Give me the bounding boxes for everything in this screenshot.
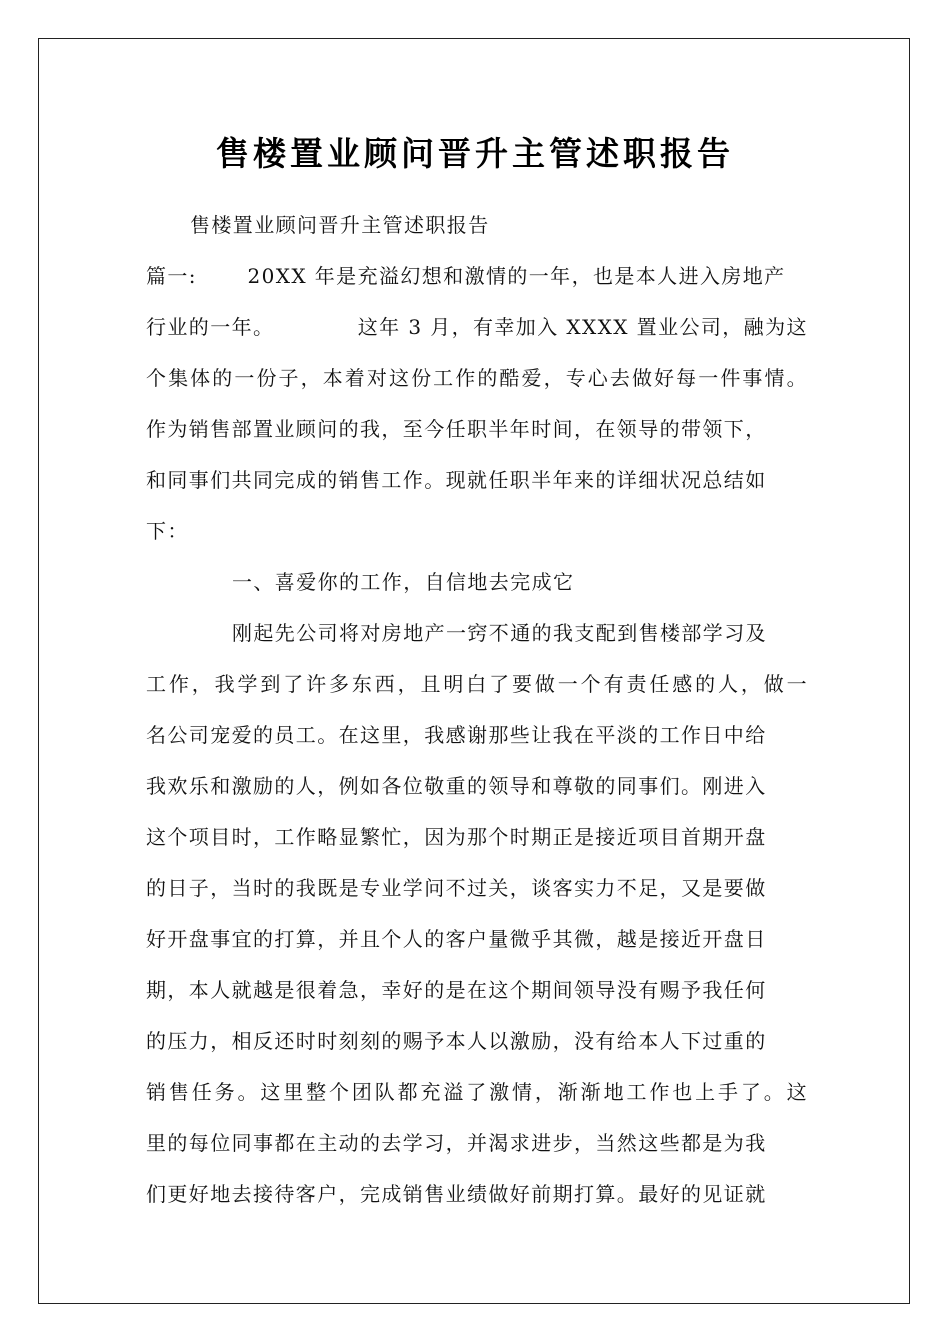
body-line: 期，本人就越是很着急，幸好的是在这个期间领导没有赐予我任何 bbox=[146, 978, 767, 1002]
body-line: 我欢乐和激励的人，例如各位敬重的领导和尊敬的同事们。刚进入 bbox=[146, 774, 767, 798]
body-line: 的压力，相反还时时刻刻的赐予本人以激励，没有给本人下过重的 bbox=[146, 1029, 767, 1053]
body-line: 下： bbox=[146, 519, 189, 543]
body-line: 这个项目时，工作略显繁忙，因为那个时期正是接近项目首期开盘 bbox=[146, 825, 767, 849]
body-line: 里的每位同事都在主动的去学习，并渴求进步，当然这些都是为我 bbox=[146, 1131, 767, 1155]
body-line: 销售任务。这里整个团队都充溢了激情，渐渐地工作也上手了。这 bbox=[146, 1080, 808, 1104]
body-line: 和同事们共同完成的销售工作。现就任职半年来的详细状况总结如 bbox=[146, 468, 767, 492]
body-line: 篇一: 20XX 年是充溢幻想和激情的一年，也是本人进入房地产 bbox=[146, 264, 786, 288]
body-line: 行业的一年。 这年 3 月，有幸加入 XXXX 置业公司，融为这 bbox=[146, 315, 808, 339]
body-line: 个集体的一份子，本着对这份工作的酷爱，专心去做好每一件事情。 bbox=[146, 366, 808, 390]
section-heading: 一、喜爱你的工作，自信地去完成它 bbox=[232, 570, 575, 594]
body-line: 工作，我学到了许多东西，且明白了要做一个有责任感的人，做一 bbox=[146, 672, 808, 696]
body-line: 刚起先公司将对房地产一窍不通的我支配到售楼部学习及 bbox=[232, 621, 767, 645]
document-title: 售楼置业顾问晋升主管述职报告 bbox=[216, 134, 734, 173]
document-subtitle: 售楼置业顾问晋升主管述职报告 bbox=[190, 213, 490, 237]
body-line: 的日子，当时的我既是专业学问不过关，谈客实力不足，又是要做 bbox=[146, 876, 767, 900]
body-line: 作为销售部置业顾问的我，至今任职半年时间，在领导的带领下， bbox=[146, 417, 767, 441]
body-line: 名公司宠爱的员工。在这里，我感谢那些让我在平淡的工作日中给 bbox=[146, 723, 767, 747]
body-line: 们更好地去接待客户，完成销售业绩做好前期打算。最好的见证就 bbox=[146, 1182, 767, 1206]
body-line: 好开盘事宜的打算，并且个人的客户量微乎其微，越是接近开盘日 bbox=[146, 927, 767, 951]
